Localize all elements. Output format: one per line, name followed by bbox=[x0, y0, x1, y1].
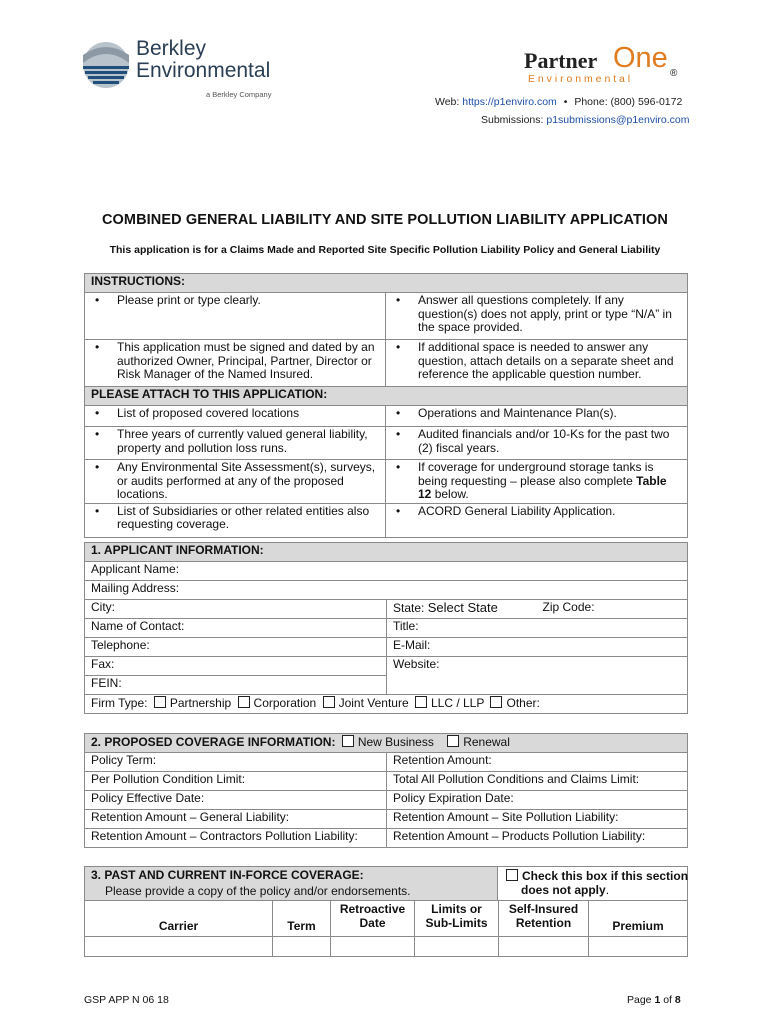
proposed-coverage-table bbox=[84, 733, 688, 848]
other-label: Other: bbox=[506, 696, 540, 710]
col-retro-date: Retroactive Date bbox=[331, 901, 415, 937]
attach-header: PLEASE ATTACH TO THIS APPLICATION: bbox=[85, 387, 688, 406]
instructions-header: INSTRUCTIONS: bbox=[85, 274, 688, 293]
attach-item: • List of Subsidiaries or other related entities also requesting coverage. bbox=[85, 503, 386, 537]
instruction-item: • If additional space is needed to answer any question, attach details on a separate sheet and reference the applicable question number. bbox=[386, 340, 688, 387]
retention-spl-field[interactable]: Retention Amount – Site Pollution Liability: bbox=[387, 810, 688, 829]
llc-llp-checkbox[interactable] bbox=[415, 696, 427, 708]
instruction-item: • Answer all questions completely. If any question(s) does not apply, print or type “N/A” in the space provided. bbox=[386, 293, 688, 340]
retention-amount-field[interactable]: Retention Amount: bbox=[387, 753, 688, 772]
applicant-information-table bbox=[84, 542, 688, 714]
attach-item: • Three years of currently valued general liability, property and pollution loss runs. bbox=[85, 427, 386, 460]
renewal-label: Renewal bbox=[463, 735, 510, 749]
telephone-field[interactable]: Telephone: bbox=[85, 638, 387, 657]
city-field[interactable]: City: bbox=[85, 600, 387, 619]
retention-ppl-field[interactable]: Retention Amount – Products Pollution Liability: bbox=[387, 829, 688, 848]
retro-date-input[interactable] bbox=[331, 937, 415, 957]
sir-input[interactable] bbox=[499, 937, 589, 957]
page-number: Page 1 of 8 bbox=[627, 994, 681, 1006]
not-apply-text-1: Check this box if this section bbox=[522, 869, 689, 883]
state-select[interactable]: Select State bbox=[427, 600, 498, 615]
joint-venture-checkbox[interactable] bbox=[323, 696, 335, 708]
joint-venture-label: Joint Venture bbox=[338, 696, 409, 710]
web-label: Web: bbox=[435, 96, 460, 108]
col-sir: Self-Insured Retention bbox=[499, 901, 589, 937]
contact-submissions-line bbox=[481, 114, 690, 126]
corporation-label: Corporation bbox=[253, 696, 317, 710]
expiration-date-field[interactable]: Policy Expiration Date: bbox=[387, 791, 688, 810]
col-term: Term bbox=[273, 901, 331, 937]
section2-header-row bbox=[85, 734, 688, 753]
fax-field[interactable]: Fax: bbox=[85, 657, 387, 676]
corporation-checkbox[interactable] bbox=[238, 696, 250, 708]
instruction-item: • This application must be signed and dated by an authorized Owner, Principal, Partner, Director or Risk Manager of the Named Insured. bbox=[85, 340, 386, 387]
attach-item: • Any Environmental Site Assessment(s), surveys, or audits performed at any of the proposed locations. bbox=[85, 460, 386, 504]
premium-input[interactable] bbox=[589, 937, 688, 957]
registered-mark: ® bbox=[670, 68, 678, 79]
not-apply-text-2: does not apply bbox=[521, 883, 606, 897]
instruction-item: • Please print or type clearly. bbox=[85, 293, 386, 340]
partner-sub: E n v i r o n m e n t a l bbox=[528, 73, 631, 85]
not-apply-checkbox[interactable] bbox=[506, 869, 518, 881]
new-business-label: New Business bbox=[357, 735, 434, 749]
email-field[interactable]: E-Mail: bbox=[387, 638, 688, 657]
form-id: GSP APP N 06 18 bbox=[84, 994, 169, 1006]
per-condition-limit-field[interactable]: Per Pollution Condition Limit: bbox=[85, 772, 387, 791]
retention-gl-field[interactable]: Retention Amount – General Liability: bbox=[85, 810, 387, 829]
state-field[interactable] bbox=[387, 600, 537, 619]
section3-header: 3. PAST AND CURRENT IN-FORCE COVERAGE: bbox=[91, 868, 364, 882]
policy-term-field[interactable]: Policy Term: bbox=[85, 753, 387, 772]
llc-llp-label: LLC / LLP bbox=[430, 696, 485, 710]
partnership-label: Partnership bbox=[169, 696, 232, 710]
berkley-tagline: a Berkley Company bbox=[206, 90, 272, 99]
firm-type-label: Firm Type: bbox=[91, 696, 148, 710]
submissions-label: Submissions: bbox=[481, 114, 544, 126]
contact-web-line bbox=[435, 96, 682, 108]
section1-header: 1. APPLICANT INFORMATION: bbox=[85, 543, 688, 562]
attach-item: • List of proposed covered locations bbox=[85, 406, 386, 427]
title-field[interactable]: Title: bbox=[387, 619, 688, 638]
section3-note: Please provide a copy of the policy and/or endorsements. bbox=[105, 883, 411, 898]
zip-field[interactable]: Zip Code: bbox=[537, 600, 688, 619]
state-label: State: bbox=[393, 601, 425, 615]
fein-field[interactable]: FEIN: bbox=[85, 676, 387, 695]
col-limits: Limits or Sub-Limits bbox=[415, 901, 499, 937]
attach-item: • Audited financials and/or 10-Ks for the past two (2) fiscal years. bbox=[386, 427, 688, 460]
document-subtitle: This application is for a Claims Made and Reported Site Specific Pollution Liability Policy and General Liability bbox=[109, 244, 661, 256]
website-field[interactable]: Website: bbox=[387, 657, 688, 695]
not-apply-box: Check this box if this section does not apply. bbox=[497, 867, 687, 900]
partner-one: One bbox=[613, 42, 668, 74]
separator-bullet: • bbox=[563, 96, 568, 108]
limits-input[interactable] bbox=[415, 937, 499, 957]
partnership-checkbox[interactable] bbox=[154, 696, 166, 708]
new-business-checkbox[interactable] bbox=[342, 735, 354, 747]
berkley-wave-icon bbox=[82, 41, 130, 89]
attach-item: • If coverage for underground storage tanks is being requesting – please also complete Table 12 below. bbox=[386, 460, 688, 504]
attach-item: • ACORD General Liability Application. bbox=[386, 503, 688, 537]
table12-reference: Table 12 bbox=[418, 473, 667, 501]
section2-header: 2. PROPOSED COVERAGE INFORMATION: bbox=[91, 735, 336, 749]
renewal-checkbox[interactable] bbox=[447, 735, 459, 747]
berkley-name-line2: Environmental bbox=[136, 59, 271, 82]
retention-cpl-field[interactable]: Retention Amount – Contractors Pollution Liability: bbox=[85, 829, 387, 848]
partner-name: Partner bbox=[524, 48, 598, 73]
col-carrier: Carrier bbox=[85, 901, 273, 937]
partnerone-logo bbox=[520, 42, 690, 92]
berkley-name-line1: Berkley bbox=[136, 37, 207, 60]
mailing-address-field[interactable]: Mailing Address: bbox=[85, 581, 688, 600]
phone-text: Phone: (800) 596-0172 bbox=[574, 96, 683, 108]
term-input[interactable] bbox=[273, 937, 331, 957]
col-premium: Premium bbox=[589, 901, 688, 937]
total-limit-field[interactable]: Total All Pollution Conditions and Claims Limit: bbox=[387, 772, 688, 791]
carrier-input[interactable] bbox=[85, 937, 273, 957]
other-checkbox[interactable] bbox=[490, 696, 502, 708]
attach-item: • Operations and Maintenance Plan(s). bbox=[386, 406, 688, 427]
web-link[interactable]: https://p1enviro.com bbox=[462, 96, 557, 108]
instructions-table bbox=[84, 273, 688, 538]
effective-date-field[interactable]: Policy Effective Date: bbox=[85, 791, 387, 810]
berkley-environmental-logo bbox=[82, 38, 282, 100]
document-title: COMBINED GENERAL LIABILITY AND SITE POLLUTION LIABILITY APPLICATION bbox=[101, 212, 669, 228]
submissions-email-link[interactable]: p1submissions@p1enviro.com bbox=[546, 114, 690, 126]
contact-name-field[interactable]: Name of Contact: bbox=[85, 619, 387, 638]
applicant-name-field[interactable]: Applicant Name: bbox=[85, 562, 688, 581]
firm-type-row bbox=[85, 695, 688, 714]
